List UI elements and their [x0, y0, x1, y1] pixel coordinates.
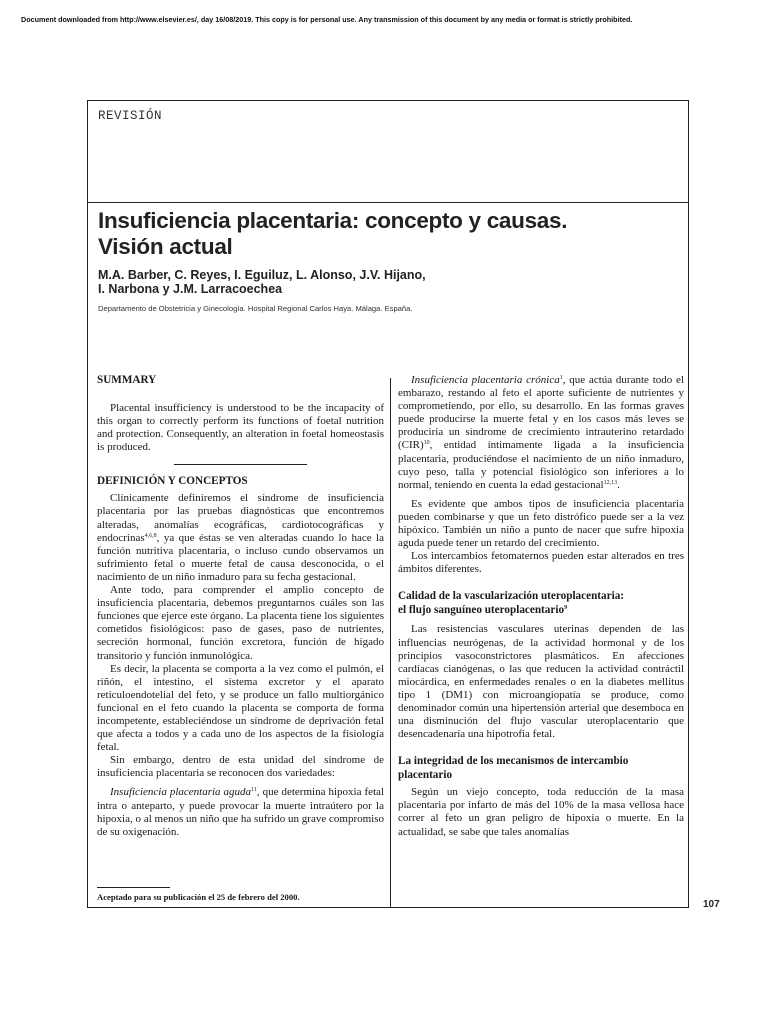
- authors: [98, 268, 678, 296]
- right-paragraph-5: Según un viejo concepto, toda reducción de la masa placentaria por infarto de más del 10% de la masa vellosa hace correr al feto un gran peligro de hipoxia o muerte. En la actualidad, se sabe que tales anomalías: [398, 786, 684, 838]
- vascularization-heading: Calidad de la vascularización uteroplacentaria: el flujo sanguíneo uteroplacentario$^9$: [398, 590, 625, 616]
- definition-paragraph-3: Es decir, la placenta se comporta a la vez como el pulmón, el riñón, el intestino, el sistema excretor y el aparato reticuloendotelial del feto, y se produce un fallo multiorgánico funcional en el feto cuando la placenta se comporta de forma incompetente, estableciéndose un síndrome de deprivación fetal que afecta a todos y a cada uno de los aspectos de la fisiología fetal.: [97, 662, 384, 754]
- column-divider: [390, 378, 391, 907]
- right-paragraph-1: Insuficiencia placentaria crónica$^1$, que actúa durante todo el embarazo, restando al feto el aporte suficiente de nutrientes y comprometiendo, por ello, su desarrollo. En las formas graves puede producirse la muerte fetal y en los casos más leves se produciría un síndrome de crecimiento intrauterino retardado (CIR)$^{10}$, entidad íntimamente ligada a la insuficiencia placentaria, produciéndose el nacimiento de un niño inmaduro, cuyo peso, talla y potencial fisiológico son inferiores a lo normal, teniendo en cuenta la edad gestacional$^{12,13}$.: [398, 374, 684, 491]
- right-paragraph-2: Es evidente que ambos tipos de insuficiencia placentaria pueden combinarse y que un feto distrófico puede ser a la vez hipóxico. También un niño a punto de nacer que sufre hipoxia aguda puede tener un retardo del crecimiento.: [398, 497, 684, 550]
- accepted-note: Aceptado para su publicación el 25 de febrero del 2000.: [97, 892, 300, 902]
- section-header-box: [88, 101, 688, 203]
- page-number: 107: [703, 899, 720, 910]
- summary-text: Placental insufficiency is understood to be the incapacity of this organ to correctly perform its functions of foetal nutrition and protection. Consequently, an alteration in foetal homeostasis is produced.: [97, 401, 384, 453]
- left-column: [97, 374, 384, 839]
- right-paragraph-3: Los intercambios fetomaternos pueden estar alterados en tres ámbitos diferentes.: [398, 550, 684, 576]
- right-column: [398, 374, 684, 839]
- authors-line-2: I. Narbona y J.M. Larracoechea: [98, 282, 283, 296]
- download-notice: Document downloaded from http://www.elsevier.es/, day 16/08/2019. This copy is for personal use. Any transmission of this document by any media or format is strictly prohibited.: [21, 15, 633, 24]
- article-title: [98, 208, 678, 260]
- definition-paragraph-1: Clínicamente definiremos el síndrome de insuficiencia placentaria por las pruebas diagnósticas que encontremos alteradas, anomalías ecográficas, cardiotocográficas y endocrinas$^{4,6,8}$, ya que éstas se ven alteradas cuando lo hace la función nutritiva placentaria, o incluso cundo observamos un sufrimiento fetal o muerte fetal de causa desconocida, o el nacimiento de un niño inmaduro para su fecha gestacional.: [97, 492, 384, 583]
- right-paragraph-4: Las resistencias vasculares uterinas dependen de las influencias neurógenas, de la actividad hormonal y de los principios vasoconstrictores plasmáticos. En afecciones cardíacas cianógenas, o las que reducen la actividad contráctil miocárdica, en enfermedades renales o en la diabetes mellitus tipo 1 (DM1) con microangiopatía se produce, como denominador común una hipertensión arterial que desemboca en una disminución del flujo vascular uteroplacentario que desencadenaría una hipotrofia fetal.: [398, 623, 684, 741]
- exchange-heading: La integridad de los mecanismos de intercambio placentario: [398, 755, 629, 781]
- authors-line-1: M.A. Barber, C. Reyes, I. Eguiluz, L. Alonso, J.V. Hijano,: [98, 268, 426, 282]
- definition-paragraph-2: Ante todo, para comprender el amplio concepto de insuficiencia placentaria, debemos preguntarnos cuáles son las funciones que ejerce este órgano. La placenta tiene los siguientes cometidos fisiológicos: paso de gases, paso de nutrientes, secreción hormonal, función excretora, función de hígado transitorio y función inmunológica.: [97, 584, 384, 662]
- summary-heading: SUMMARY: [97, 374, 157, 386]
- footnote-rule: [97, 887, 170, 888]
- affiliation: Departamento de Obstetricia y Ginecología. Hospital Regional Carlos Haya. Málaga. España.: [98, 304, 413, 313]
- definition-paragraph-4: Sin embargo, dentro de esta unidad del síndrome de insuficiencia placentaria se reconocen dos variedades:: [97, 754, 384, 780]
- section-tag: REVISIÓN: [98, 109, 163, 123]
- title-line-2: Visión actual: [98, 234, 233, 259]
- definition-paragraph-5: Insuficiencia placentaria aguda$^{11}$, que determina hipoxia fetal intra o anteparto, y puede provocar la muerte intraútero por la hipoxia, o al menos un niño que ha sufrido un grave compromiso de su oxigenación.: [97, 786, 384, 838]
- definition-heading: DEFINICIÓN Y CONCEPTOS: [97, 474, 248, 487]
- article-frame: [87, 100, 689, 908]
- title-line-1: Insuficiencia placentaria: concepto y causas.: [98, 208, 568, 233]
